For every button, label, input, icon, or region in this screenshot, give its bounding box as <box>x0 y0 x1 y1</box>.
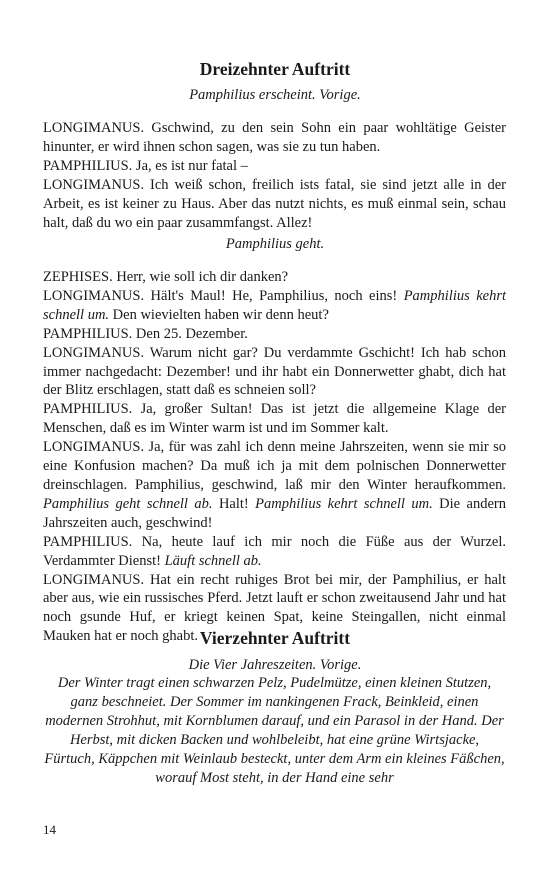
inline-stage-direction: Pamphilius kehrt schnell um. <box>43 287 506 323</box>
dialogue-text: ZEPHISES. Herr, wie soll ich dir danken? <box>43 269 289 285</box>
dialogue-paragraph <box>43 344 506 401</box>
dialogue-paragraph <box>43 533 506 571</box>
scene-14-title: Vierzehnter Auftritt <box>199 628 351 648</box>
scene-13-dialogue <box>43 268 506 646</box>
scene-13-title: Dreizehnter Auftritt <box>199 59 351 79</box>
dialogue-text: LONGIMANUS. Warum nicht gar? Du verdammte Gschicht! Ich hab schon immer nachgedacht: Dezember! und ihr habt ein Donnerwetter ghabt, dich hat der Blitz erschlagen, statt daß es schneien soll? <box>43 344 506 399</box>
dialogue-paragraph: PAMPHILIUS. Ja, es ist nur fatal – <box>43 157 248 174</box>
dialogue-text: LONGIMANUS. Ja, für was zahl ich denn meine Jahrszeiten, wenn sie mir so eine Konfusion machen? Da muß ich ja mit dem polnischen Donnerwetter dreinschlagen. Pamphilius, geschwind, laß mir den Winter heraufkommen. <box>43 439 506 493</box>
dialogue-text: Den wievielten haben wir denn heut? <box>109 306 329 323</box>
inline-stage-direction: Läuft schnell ab. <box>164 552 262 569</box>
dialogue-text: PAMPHILIUS. Na, heute lauf ich mir noch die Füße aus der Wurzel. Verdammter Dienst! <box>43 533 506 569</box>
inline-stage-direction: Pamphilius kehrt schnell um. <box>255 495 433 512</box>
page-number: 14 <box>43 822 56 837</box>
dialogue-paragraph <box>43 438 506 533</box>
dialogue-paragraph <box>43 400 506 438</box>
dialogue-paragraph: LONGIMANUS. Ich weiß schon, freilich ists fatal, sie sind jetzt alle in der Arbeit, es ist keiner zu Haus. Aber das nutzt nichts, es muß einmal sein, schau halt, daß du wo ein paar zusammfangst. Allez! <box>43 176 506 231</box>
dialogue-text: LONGIMANUS. Hält's Maul! He, Pamphilius, noch eins! <box>43 287 404 304</box>
dialogue-text: LONGIMANUS. Hat ein recht ruhiges Brot bei mir, der Pamphilius, er halt aber aus, wie ein russisches Pferd. Jetzt lauft er schon zweitausend Jahr und hat noch gsunde Huf, er kriegt keinen Spat, keine Steingallen, nicht einmal Mauken hat er noch ghabt. <box>43 571 506 645</box>
dialogue-text: PAMPHILIUS. Ja, großer Sultan! Das ist jetzt die allgemeine Klage der Menschen, daß es im Winter warm ist und im Sommer kalt. <box>43 401 506 437</box>
costume-description-text: Der Winter tragt einen schwarzen Pelz, Pudelmütze, einen kleinen Stutzen, ganz beschneiet. Der Sommer im nankingenen Frack, Beinkleid, einen modernen Strohhut, mit Kornblumen darauf, und ein Parasol in der Hand. Der Herbst, mit dicken Backen und wohlbeleibt, hat eine grüne Wirtsjacke, Fürtuch, Käppchen mit Weinlaub besteckt, unter dem Arm ein kleines Fäßchen, worauf Most steht, in der Hand eine sehr <box>44 675 505 786</box>
dialogue-paragraph: LONGIMANUS. Gschwind, zu den sein Sohn ein paar wohltätige Geister hinunter, er wird ihnen schon sagen, was sie zu tun haben. <box>43 120 506 155</box>
scene-13-opening-dialogue <box>43 119 506 232</box>
dialogue-text: Die andern Jahrszeiten auch, geschwind! <box>43 495 506 531</box>
exit-stage-direction: Pamphilius geht. <box>225 236 325 252</box>
dialogue-text: Halt! <box>212 495 256 512</box>
scene-14-stage-direction: Die Vier Jahreszeiten. Vorige. <box>188 657 362 673</box>
dialogue-paragraph <box>43 287 506 325</box>
inline-stage-direction: Pamphilius geht schnell ab. <box>43 495 213 512</box>
dialogue-text: PAMPHILIUS. Den 25. Dezember. <box>43 325 248 342</box>
scene-14-costume-description <box>43 674 506 788</box>
scene-13-stage-direction: Pamphilius erscheint. Vorige. <box>189 87 361 103</box>
dialogue-paragraph <box>43 268 506 287</box>
dialogue-paragraph <box>43 325 506 344</box>
